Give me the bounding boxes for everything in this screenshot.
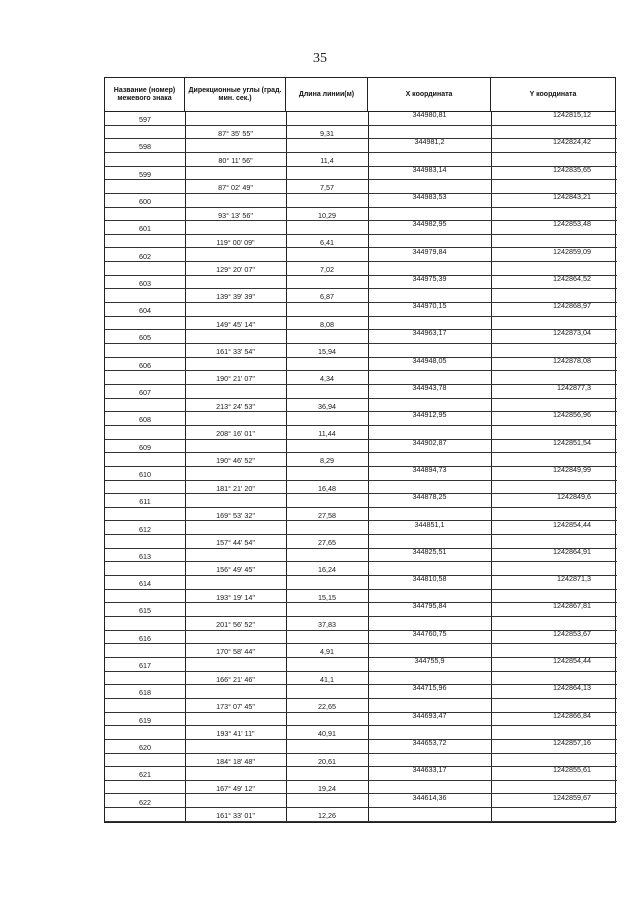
point-row xyxy=(105,464,617,481)
table-row xyxy=(105,519,617,549)
line-length: 20,61 xyxy=(318,756,336,766)
point-row xyxy=(105,658,617,672)
page-number: 35 xyxy=(313,51,327,66)
point-name: 599 xyxy=(139,169,151,179)
point-row xyxy=(105,191,617,208)
table-row xyxy=(105,437,617,467)
direction-angle: 80° 11' 56" xyxy=(218,155,253,165)
table-row xyxy=(105,658,617,685)
direction-angle: 201° 56' 52" xyxy=(216,620,255,630)
y-coordinate: 1242864,52 xyxy=(553,273,591,283)
x-coordinate: 344983,53 xyxy=(412,191,447,201)
line-length: 15,15 xyxy=(318,592,336,602)
x-coordinate: 344693,47 xyxy=(412,710,447,720)
table-row xyxy=(105,494,617,521)
x-coordinate: 344614,36 xyxy=(412,792,447,802)
direction-angle: 184° 18' 48" xyxy=(216,756,255,766)
y-coordinate: 1242849,6 xyxy=(557,492,591,502)
point-name: 616 xyxy=(139,633,151,643)
header-name: Название (номер) межевого знака xyxy=(105,78,185,111)
line-length: 11,4 xyxy=(320,155,334,165)
point-row xyxy=(105,221,617,235)
x-coordinate: 344970,15 xyxy=(412,301,447,311)
x-coordinate: 344948,05 xyxy=(412,355,447,365)
x-coordinate: 344810,58 xyxy=(412,574,447,584)
direction-angle: 161° 33' 54" xyxy=(216,347,255,357)
point-row xyxy=(105,685,617,699)
line-length: 16,24 xyxy=(318,565,336,575)
line-length: 27,65 xyxy=(318,538,336,548)
x-coordinate: 344760,75 xyxy=(412,628,447,638)
point-row xyxy=(105,412,617,426)
point-name: 601 xyxy=(139,224,151,234)
line-length: 40,91 xyxy=(318,729,336,739)
point-row xyxy=(105,494,617,508)
table-row xyxy=(105,767,617,794)
line-length: 27,58 xyxy=(318,510,336,520)
line-length: 8,29 xyxy=(320,456,334,466)
point-name: 602 xyxy=(139,251,151,261)
direction-angle: 213° 24' 53" xyxy=(216,401,255,411)
point-name: 622 xyxy=(139,797,151,807)
y-coordinate: 1242855,61 xyxy=(553,765,591,775)
direction-angle: 166° 21' 46" xyxy=(216,674,255,684)
line-length: 22,65 xyxy=(318,701,336,711)
direction-angle: 193° 41' 11" xyxy=(216,729,255,739)
point-name: 610 xyxy=(139,469,151,479)
point-row xyxy=(105,164,617,181)
point-name: 607 xyxy=(139,388,151,397)
point-row xyxy=(105,546,617,563)
x-coordinate: 344980,81 xyxy=(412,110,447,119)
point-name: 603 xyxy=(139,278,151,288)
header-x: X координата xyxy=(368,78,491,111)
table-row xyxy=(105,139,617,166)
x-coordinate: 344943,78 xyxy=(412,383,447,392)
x-coordinate: 344878,25 xyxy=(412,492,447,502)
x-coordinate: 344653,72 xyxy=(412,737,447,747)
header-length: Длина линии(м) xyxy=(286,78,368,111)
direction-angle: 190° 46' 52" xyxy=(216,456,255,466)
point-name: 609 xyxy=(139,442,151,452)
line-length: 4,34 xyxy=(320,374,334,384)
point-row xyxy=(105,710,617,727)
x-coordinate: 344963,17 xyxy=(412,328,447,338)
point-row xyxy=(105,139,617,153)
table-row xyxy=(105,412,617,439)
x-coordinate: 344894,73 xyxy=(412,464,447,474)
point-name: 618 xyxy=(139,688,151,698)
y-coordinate: 1242877,3 xyxy=(557,383,591,392)
point-row xyxy=(105,628,617,645)
line-length: 6,87 xyxy=(320,292,334,302)
point-name: 617 xyxy=(139,661,151,670)
point-name: 600 xyxy=(139,196,151,206)
table-row xyxy=(105,355,617,385)
point-row xyxy=(105,737,617,754)
line-length: 16,48 xyxy=(318,483,336,493)
y-coordinate: 1242853,67 xyxy=(553,628,591,638)
table-row xyxy=(105,303,617,330)
y-coordinate: 1242853,48 xyxy=(553,219,591,229)
point-row xyxy=(105,246,617,263)
direction-angle: 161° 33' 01" xyxy=(216,811,255,821)
header-angle: Дирекционные углы (град. мин. сек.) xyxy=(185,78,286,111)
line-length: 10,29 xyxy=(318,210,336,220)
y-coordinate: 1242864,13 xyxy=(553,683,591,693)
line-length: 4,91 xyxy=(320,647,334,657)
direction-angle: 167° 49' 12" xyxy=(216,783,255,793)
y-coordinate: 1242856,96 xyxy=(553,410,591,420)
line-length: 19,24 xyxy=(318,783,336,793)
y-coordinate: 1242851,54 xyxy=(553,437,591,447)
point-name: 608 xyxy=(139,415,151,425)
point-row xyxy=(105,355,617,372)
table-row xyxy=(105,112,617,139)
point-name: 621 xyxy=(139,770,151,780)
direction-angle: 149° 45' 14" xyxy=(216,319,255,329)
line-length: 8,08 xyxy=(320,319,334,329)
direction-angle: 208° 16' 01" xyxy=(216,428,255,438)
header-y: Y координата xyxy=(529,90,577,98)
point-row xyxy=(105,437,617,454)
y-coordinate: 1242878,08 xyxy=(553,355,591,365)
point-row xyxy=(105,330,617,344)
y-coordinate: 1242849,99 xyxy=(553,464,591,474)
table-body xyxy=(105,112,615,822)
y-coordinate: 1242815,12 xyxy=(553,110,591,119)
line-length: 41,1 xyxy=(320,674,334,684)
y-coordinate: 1242859,09 xyxy=(553,246,591,256)
point-row xyxy=(105,112,617,126)
point-name: 614 xyxy=(139,579,151,589)
point-row xyxy=(105,767,617,781)
direction-angle: 190° 21' 07" xyxy=(216,374,255,384)
y-coordinate: 1242854,44 xyxy=(553,656,591,665)
direction-angle: 129° 20' 07" xyxy=(216,265,255,275)
point-row xyxy=(105,385,617,399)
x-coordinate: 344982,95 xyxy=(412,219,447,229)
x-coordinate: 344633,17 xyxy=(412,765,447,775)
x-coordinate: 344979,84 xyxy=(412,246,447,256)
y-coordinate: 1242854,44 xyxy=(553,519,591,529)
y-coordinate: 1242824,42 xyxy=(553,137,591,147)
x-coordinate: 344975,39 xyxy=(412,273,447,283)
point-row xyxy=(105,603,617,617)
direction-angle: 119° 00' 09" xyxy=(216,237,255,247)
point-name: 619 xyxy=(139,715,151,725)
direction-angle: 157° 44' 54" xyxy=(216,538,255,548)
table-row xyxy=(105,246,617,276)
direction-angle: 156° 49' 45" xyxy=(216,565,255,575)
line-length: 36,94 xyxy=(318,401,336,411)
line-length: 12,26 xyxy=(318,811,336,821)
line-length: 6,41 xyxy=(320,237,334,247)
x-coordinate: 344902,87 xyxy=(412,437,447,447)
table-row xyxy=(105,792,617,822)
table-row xyxy=(105,546,617,576)
x-coordinate: 344981,2 xyxy=(414,137,445,147)
x-coordinate: 344825,51 xyxy=(412,546,447,556)
direction-angle: 193° 19' 14" xyxy=(216,592,255,602)
point-name: 606 xyxy=(139,360,151,370)
point-name: 612 xyxy=(139,524,151,534)
y-coordinate: 1242866,84 xyxy=(553,710,591,720)
direction-angle: 87° 02' 49" xyxy=(218,183,253,193)
direction-angle: 173° 07' 45" xyxy=(216,701,255,711)
y-coordinate: 1242867,81 xyxy=(553,601,591,611)
point-name: 613 xyxy=(139,551,151,561)
x-coordinate: 344912,95 xyxy=(412,410,447,420)
x-coordinate: 344755,9 xyxy=(414,656,445,665)
direction-angle: 169° 53' 32" xyxy=(216,510,255,520)
point-name: 611 xyxy=(139,497,151,507)
direction-angle: 181° 21' 20" xyxy=(216,483,255,493)
point-name: 620 xyxy=(139,742,151,752)
y-coordinate: 1242864,91 xyxy=(553,546,591,556)
point-name: 598 xyxy=(139,142,151,152)
table-row xyxy=(105,464,617,494)
table-row xyxy=(105,737,617,767)
table-row xyxy=(105,685,617,712)
y-coordinate: 1242859,67 xyxy=(553,792,591,802)
point-name: 597 xyxy=(139,115,151,124)
table-row xyxy=(105,628,617,658)
direction-angle: 93° 13' 56" xyxy=(218,210,253,220)
point-row xyxy=(105,519,617,536)
coordinates-table xyxy=(104,77,616,823)
direction-angle: 87° 35' 55" xyxy=(218,128,253,138)
line-length: 37,83 xyxy=(318,620,336,630)
table-header xyxy=(105,78,615,112)
y-coordinate: 1242873,04 xyxy=(553,328,591,338)
direction-angle: 139° 39' 39" xyxy=(216,292,255,302)
y-coordinate: 1242868,97 xyxy=(553,301,591,311)
x-coordinate: 344983,14 xyxy=(412,164,447,174)
table-row xyxy=(105,221,617,248)
line-length: 7,57 xyxy=(320,183,334,193)
x-coordinate: 344715,96 xyxy=(412,683,447,693)
point-name: 604 xyxy=(139,306,151,316)
point-row xyxy=(105,273,617,290)
table-row xyxy=(105,330,617,357)
y-coordinate: 1242857,16 xyxy=(553,737,591,747)
line-length: 11,44 xyxy=(318,428,336,438)
table-row xyxy=(105,576,617,603)
point-row xyxy=(105,576,617,590)
y-coordinate: 1242871,3 xyxy=(557,574,591,584)
line-length: 7,02 xyxy=(320,265,334,275)
table-row xyxy=(105,164,617,194)
direction-angle: 170° 58' 44" xyxy=(216,647,255,657)
table-row xyxy=(105,273,617,303)
y-coordinate: 1242843,21 xyxy=(553,191,591,201)
point-name: 605 xyxy=(139,333,151,343)
x-coordinate: 344851,1 xyxy=(414,519,445,529)
line-length: 15,94 xyxy=(318,347,336,357)
table-row xyxy=(105,710,617,740)
line-length: 9,31 xyxy=(320,128,334,138)
segment-row xyxy=(105,808,617,822)
point-row xyxy=(105,303,617,317)
point-row xyxy=(105,792,617,809)
table-row xyxy=(105,385,617,412)
table-row xyxy=(105,603,617,630)
point-name: 615 xyxy=(139,606,151,616)
y-coordinate: 1242835,65 xyxy=(553,164,591,174)
table-row xyxy=(105,191,617,221)
x-coordinate: 344795,84 xyxy=(412,601,447,611)
